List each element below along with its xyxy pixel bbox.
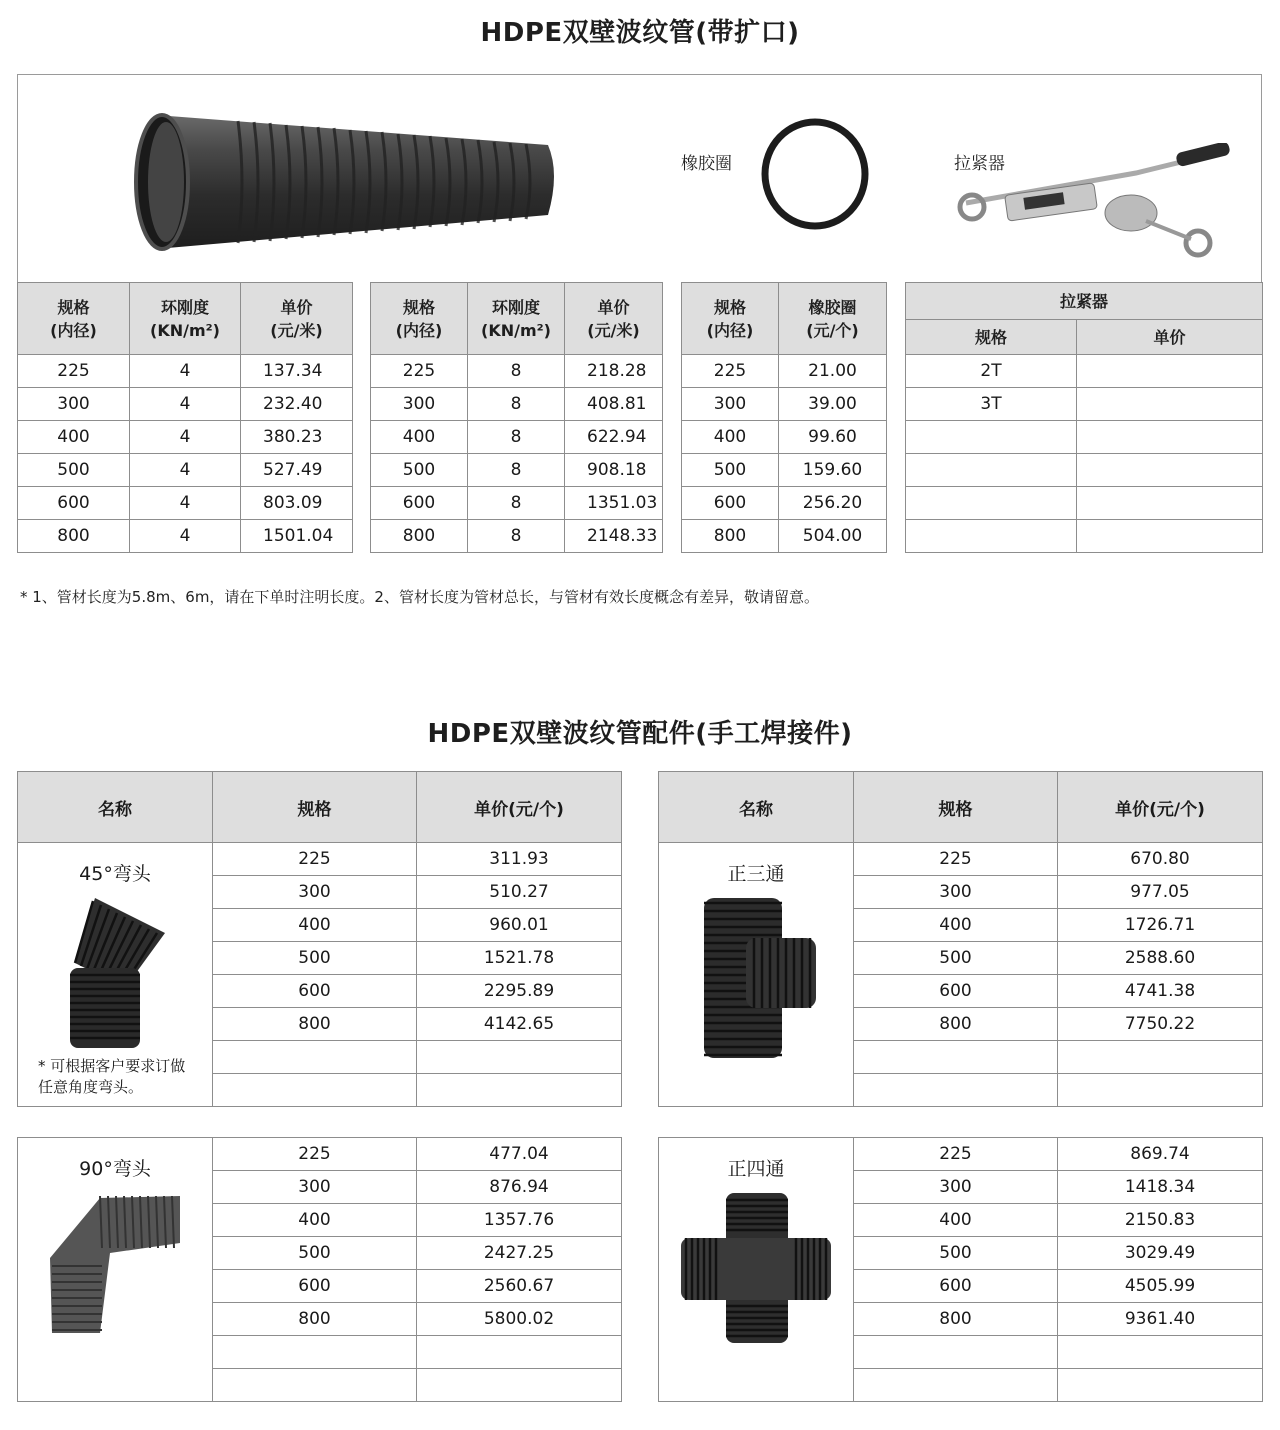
- table-cell: 504.00: [779, 520, 887, 553]
- table-row: [906, 454, 1263, 487]
- pipe-table-sn8: [370, 282, 663, 553]
- fitting-table-90-elbow: [17, 1137, 622, 1402]
- table-cell: 600: [18, 487, 130, 520]
- col-price: 单价: [1077, 320, 1263, 355]
- spec-cell: [854, 1074, 1058, 1107]
- rubber-ring-label: 橡胶圈: [681, 154, 732, 174]
- table-row: [18, 355, 353, 388]
- price-cell: 876.94: [417, 1171, 622, 1204]
- fitting-name-cell: [18, 843, 213, 1107]
- spec-cell: 600: [213, 975, 417, 1008]
- table-cell: 99.60: [779, 421, 887, 454]
- rubber-ring-table: [681, 282, 887, 553]
- page-title: HDPE双壁波纹管(带扩口): [480, 18, 800, 48]
- spec-cell: 600: [854, 975, 1058, 1008]
- col-spec: 规格 (内径): [682, 283, 779, 355]
- fitting-body: [659, 843, 1263, 1107]
- price-cell: 960.01: [417, 909, 622, 942]
- table-row: [371, 454, 663, 487]
- table-cell: 1351.03: [565, 487, 663, 520]
- table-cell: [1077, 388, 1263, 421]
- table-cell: 400: [682, 421, 779, 454]
- table-cell: [906, 487, 1077, 520]
- table-cell: 8: [468, 355, 565, 388]
- price-cell: 977.05: [1058, 876, 1263, 909]
- tensioner-table-title: 拉紧器: [906, 283, 1263, 320]
- fitting-table-45-elbow: [17, 771, 622, 1107]
- table-cell: 600: [682, 487, 779, 520]
- price-cell: [417, 1041, 622, 1074]
- table-row: [18, 454, 353, 487]
- fitting-body: [18, 843, 622, 1107]
- table-row: [906, 421, 1263, 454]
- table-row: [682, 454, 887, 487]
- table-cell: 400: [18, 421, 130, 454]
- rubber-ring-image: [758, 117, 873, 232]
- table-cell: 500: [371, 454, 468, 487]
- spec-cell: 500: [213, 942, 417, 975]
- elbow-90-image: [40, 1188, 190, 1338]
- table-cell: 500: [682, 454, 779, 487]
- table-cell: 159.60: [779, 454, 887, 487]
- table-cell: 256.20: [779, 487, 887, 520]
- spec-cell: [854, 1336, 1058, 1369]
- table-cell: 500: [18, 454, 130, 487]
- table-cell: 1501.04: [241, 520, 353, 553]
- table-cell: 8: [468, 454, 565, 487]
- col-price: 单价 (元/米): [565, 283, 663, 355]
- table-cell: 225: [18, 355, 130, 388]
- table-row: [682, 421, 887, 454]
- table-row: [906, 355, 1263, 388]
- col-name: 名称: [659, 772, 854, 843]
- table-row: [371, 355, 663, 388]
- spec-cell: 600: [213, 1270, 417, 1303]
- spec-cell: 400: [854, 909, 1058, 942]
- tensioner-table: [905, 282, 1263, 553]
- table-row: [18, 520, 353, 553]
- spec-cell: [213, 1074, 417, 1107]
- fitting-image: [18, 1188, 212, 1338]
- price-cell: [1058, 1369, 1263, 1402]
- price-cell: 7750.22: [1058, 1008, 1263, 1041]
- price-cell: 1357.76: [417, 1204, 622, 1237]
- product-image-panel: [17, 74, 1262, 282]
- spec-cell: 500: [854, 1237, 1058, 1270]
- table-cell: 800: [18, 520, 130, 553]
- table-row: [682, 388, 887, 421]
- table-cell: 4: [130, 355, 241, 388]
- table-cell: [906, 520, 1077, 553]
- table-row: [18, 1138, 622, 1171]
- price-cell: 670.80: [1058, 843, 1263, 876]
- price-cell: [417, 1369, 622, 1402]
- table-cell: 908.18: [565, 454, 663, 487]
- table-row: [18, 421, 353, 454]
- col-spec: 规格: [906, 320, 1077, 355]
- price-cell: 4142.65: [417, 1008, 622, 1041]
- table-row: [371, 520, 663, 553]
- table-cell: 622.94: [565, 421, 663, 454]
- table-row: [682, 355, 887, 388]
- price-cell: 5800.02: [417, 1303, 622, 1336]
- price-cell: 3029.49: [1058, 1237, 1263, 1270]
- table-cell: [1077, 454, 1263, 487]
- table-cell: 4: [130, 388, 241, 421]
- col-spec: 规格: [213, 772, 417, 843]
- elbow-45-image: [55, 893, 175, 1053]
- fitting-name-cell: [659, 1138, 854, 1402]
- spec-cell: [213, 1041, 417, 1074]
- price-cell: 9361.40: [1058, 1303, 1263, 1336]
- table-cell: 8: [468, 487, 565, 520]
- fitting-image: [659, 893, 853, 1063]
- table-cell: [1077, 487, 1263, 520]
- table-row: [906, 487, 1263, 520]
- table-row: [659, 1138, 1263, 1171]
- tee-image: [686, 893, 826, 1063]
- spec-cell: 800: [213, 1303, 417, 1336]
- col-spec: 规格: [854, 772, 1058, 843]
- pipe-table-sn4: [17, 282, 353, 553]
- price-cell: 311.93: [417, 843, 622, 876]
- table-cell: 8: [468, 388, 565, 421]
- table-cell: 408.81: [565, 388, 663, 421]
- table-cell: 800: [371, 520, 468, 553]
- spec-cell: 800: [854, 1303, 1058, 1336]
- table-cell: 300: [371, 388, 468, 421]
- price-cell: 1418.34: [1058, 1171, 1263, 1204]
- spec-cell: 500: [213, 1237, 417, 1270]
- rubber-ring-table-body: [682, 355, 887, 553]
- table-cell: 527.49: [241, 454, 353, 487]
- table-cell: 400: [371, 421, 468, 454]
- fitting-table-tee: [658, 771, 1263, 1107]
- spec-cell: [854, 1369, 1058, 1402]
- spec-cell: [213, 1336, 417, 1369]
- spec-cell: 300: [854, 876, 1058, 909]
- fitting-name-cell: [659, 843, 854, 1107]
- price-cell: 477.04: [417, 1138, 622, 1171]
- spec-cell: 400: [854, 1204, 1058, 1237]
- spec-cell: 225: [213, 1138, 417, 1171]
- table-row: [371, 487, 663, 520]
- fitting-name: 正四通: [727, 1158, 785, 1180]
- table-row: [18, 843, 622, 876]
- col-unit-price: 单价(元/个): [417, 772, 622, 843]
- table-row: [906, 388, 1263, 421]
- table-row: [659, 843, 1263, 876]
- price-cell: [1058, 1074, 1263, 1107]
- spec-cell: 300: [854, 1171, 1058, 1204]
- spec-cell: 225: [854, 1138, 1058, 1171]
- spec-cell: [213, 1369, 417, 1402]
- table-cell: [1077, 421, 1263, 454]
- price-cell: [417, 1336, 622, 1369]
- fitting-body: [18, 1138, 622, 1402]
- table-cell: 3T: [906, 388, 1077, 421]
- spec-cell: 500: [854, 942, 1058, 975]
- table-cell: 39.00: [779, 388, 887, 421]
- fitting-name: 正三通: [727, 863, 785, 885]
- col-stiffness: 环刚度 (KN/m²): [130, 283, 241, 355]
- col-spec: 规格 (内径): [371, 283, 468, 355]
- table-cell: 225: [682, 355, 779, 388]
- price-cell: 869.74: [1058, 1138, 1263, 1171]
- table-cell: 4: [130, 454, 241, 487]
- table-row: [371, 421, 663, 454]
- price-cell: [1058, 1336, 1263, 1369]
- price-cell: 2150.83: [1058, 1204, 1263, 1237]
- fitting-note: * 可根据客户要求订做 任意角度弯头。: [38, 1057, 186, 1096]
- col-stiffness: 环刚度 (KN/m²): [468, 283, 565, 355]
- table-cell: 8: [468, 421, 565, 454]
- spec-cell: 400: [213, 1204, 417, 1237]
- spec-cell: [854, 1041, 1058, 1074]
- table-cell: 300: [682, 388, 779, 421]
- spec-cell: 600: [854, 1270, 1058, 1303]
- price-cell: 1726.71: [1058, 909, 1263, 942]
- spec-cell: 225: [854, 843, 1058, 876]
- table-cell: 800: [682, 520, 779, 553]
- spec-cell: 300: [213, 1171, 417, 1204]
- spec-cell: 225: [213, 843, 417, 876]
- spec-cell: 800: [213, 1008, 417, 1041]
- table-cell: [906, 454, 1077, 487]
- col-price: 单价 (元/米): [241, 283, 353, 355]
- fitting-body: [659, 1138, 1263, 1402]
- col-ring-price: 橡胶圈 (元/个): [779, 283, 887, 355]
- table-cell: 803.09: [241, 487, 353, 520]
- fitting-image: [659, 1188, 853, 1348]
- tensioner-label: 拉紧器: [954, 154, 1005, 174]
- col-name: 名称: [18, 772, 213, 843]
- price-cell: 4505.99: [1058, 1270, 1263, 1303]
- table-cell: 225: [371, 355, 468, 388]
- table-cell: 300: [18, 388, 130, 421]
- price-cell: 2295.89: [417, 975, 622, 1008]
- table-cell: 21.00: [779, 355, 887, 388]
- table-cell: 4: [130, 520, 241, 553]
- table-row: [682, 487, 887, 520]
- table-row: [18, 388, 353, 421]
- spec-cell: 300: [213, 876, 417, 909]
- table-row: [18, 487, 353, 520]
- table-cell: 2148.33: [565, 520, 663, 553]
- section-title-fittings: HDPE双壁波纹管配件(手工焊接件): [427, 719, 853, 749]
- table-cell: [906, 421, 1077, 454]
- tensioner-table-body: [906, 355, 1263, 553]
- price-cell: [417, 1074, 622, 1107]
- footnote: * 1、管材长度为5.8m、6m，请在下单时注明长度。2、管材长度为管材总长，与管材有效长度概念有差异，敬请留意。: [20, 588, 819, 606]
- table-cell: [1077, 520, 1263, 553]
- fitting-name-cell: [18, 1138, 213, 1402]
- fitting-image: [18, 893, 212, 1053]
- table-row: [682, 520, 887, 553]
- table-cell: 137.34: [241, 355, 353, 388]
- fitting-name: 45°弯头: [79, 863, 151, 885]
- price-cell: 2560.67: [417, 1270, 622, 1303]
- table-row: [371, 388, 663, 421]
- spec-cell: 800: [854, 1008, 1058, 1041]
- corrugated-pipe-image: [128, 103, 568, 253]
- price-cell: 510.27: [417, 876, 622, 909]
- price-cell: 2588.60: [1058, 942, 1263, 975]
- table-cell: [1077, 355, 1263, 388]
- spec-cell: 400: [213, 909, 417, 942]
- price-cell: 2427.25: [417, 1237, 622, 1270]
- fitting-name: 90°弯头: [79, 1158, 151, 1180]
- table-cell: 8: [468, 520, 565, 553]
- table-cell: 4: [130, 421, 241, 454]
- cross-image: [676, 1188, 836, 1348]
- col-spec: 规格 (内径): [18, 283, 130, 355]
- col-unit-price: 单价(元/个): [1058, 772, 1263, 843]
- price-cell: 1521.78: [417, 942, 622, 975]
- table-cell: 2T: [906, 355, 1077, 388]
- price-cell: [1058, 1041, 1263, 1074]
- pipe-table-sn4-body: [18, 355, 353, 553]
- pipe-table-sn8-body: [371, 355, 663, 553]
- table-cell: 380.23: [241, 421, 353, 454]
- table-row: [906, 520, 1263, 553]
- tensioner-image: [946, 143, 1236, 263]
- table-cell: 232.40: [241, 388, 353, 421]
- table-cell: 218.28: [565, 355, 663, 388]
- table-cell: 4: [130, 487, 241, 520]
- price-cell: 4741.38: [1058, 975, 1263, 1008]
- table-cell: 600: [371, 487, 468, 520]
- fitting-table-cross: [658, 1137, 1263, 1402]
